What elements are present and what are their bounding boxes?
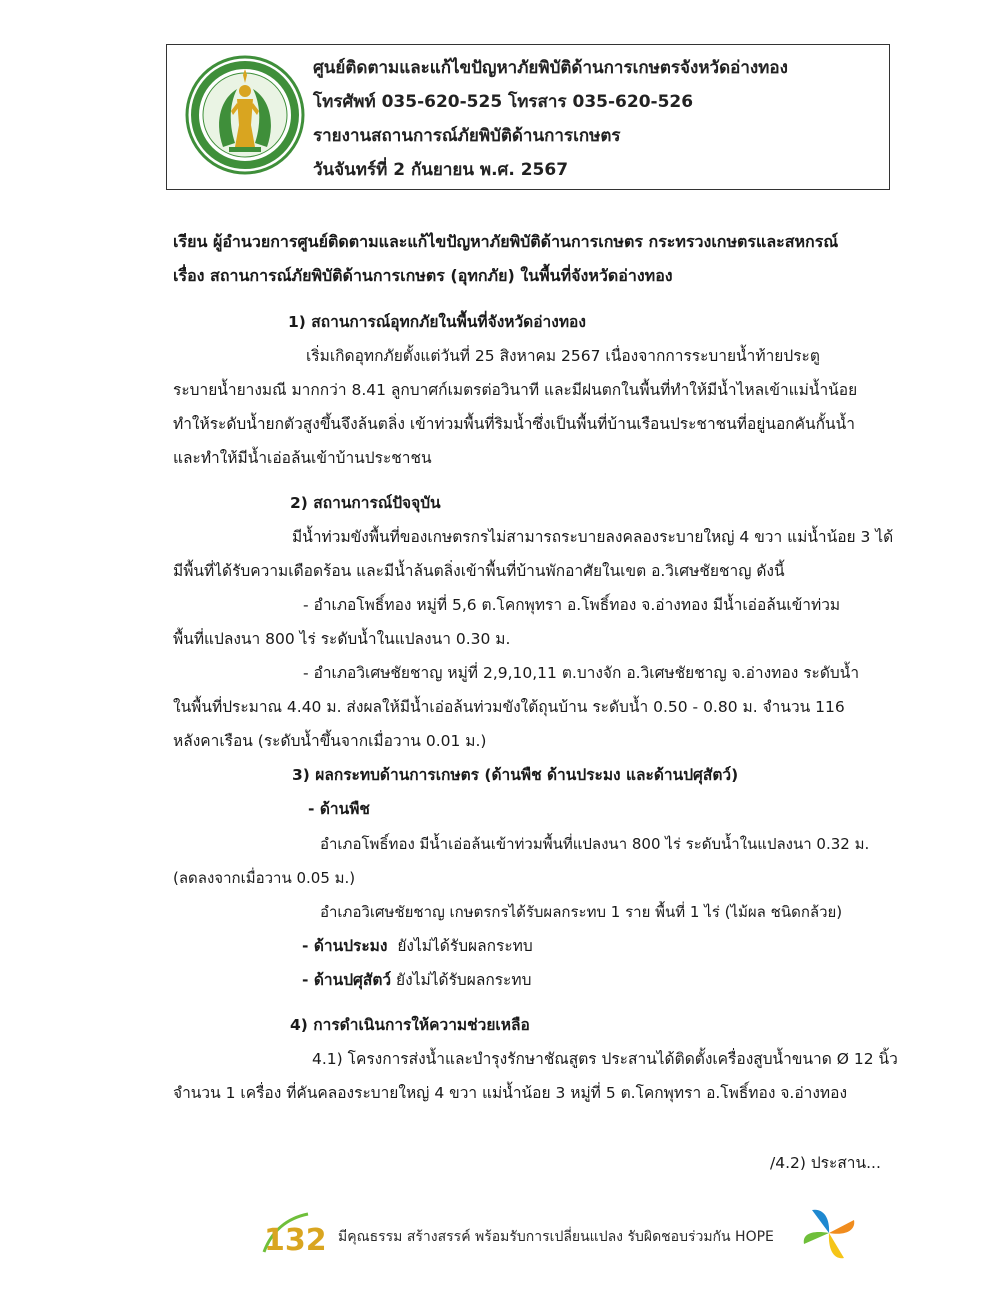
livestock-row <box>302 969 531 991</box>
continuation-marker: /4.2) ประสาน... <box>770 1154 881 1172</box>
header-date: วันจันทร์ที่ 2 กันยายน พ.ศ. 2567 <box>313 160 569 180</box>
anniversary-number: 132 <box>264 1223 327 1258</box>
section2-line: ในพื้นที่ประมาณ 4.40 ม. ส่งผลให้มีน้ำเอ่อล้นท่วมขังใต้ถุนบ้าน ระดับน้ำ 0.50 - 0.80 ม. จำนวน 116 <box>173 698 845 716</box>
header-report-title: รายงานสถานการณ์ภัยพิบัติด้านการเกษตร <box>313 126 621 146</box>
memo-to: เรียน ผู้อำนวยการศูนย์ติดตามและแก้ไขปัญหาภัยพิบัติด้านการเกษตร กระทรวงเกษตรและสหกรณ์ <box>173 232 839 251</box>
section4-line: 4.1) โครงการส่งน้ำและบำรุงรักษาชัณสูตร ประสานได้ติดตั้งเครื่องสูบน้ำขนาด Ø 12 นิ้ว <box>312 1050 898 1068</box>
section2-line: - อำเภอโพธิ์ทอง หมู่ที่ 5,6 ต.โคกพุทรา อ.โพธิ์ทอง จ.อ่างทอง มีน้ำเอ่อล้นเข้าท่วม <box>303 596 841 614</box>
crops-line: อำเภอวิเศษชัยชาญ เกษตรกรได้รับผลกระทบ 1 ราย พื้นที่ 1 ไร่ (ไม้ผล ชนิดกล้วย) <box>320 903 843 921</box>
section2-heading: 2) สถานการณ์ปัจจุบัน <box>290 494 441 512</box>
section2-line: มีพื้นที่ได้รับความเดือดร้อน และมีน้ำล้นตลิ่งเข้าพื้นที่บ้านพักอาศัยในเขต อ.วิเศษชัยชาญ ดังนี้ <box>173 562 785 580</box>
section2-line: - อำเภอวิเศษชัยชาญ หมู่ที่ 2,9,10,11 ต.บางจัก อ.วิเศษชัยชาญ จ.อ่างทอง ระดับน้ำ <box>303 664 860 682</box>
header-center-name: ศูนย์ติดตามและแก้ไขปัญหาภัยพิบัติด้านการเกษตรจังหวัดอ่างทอง <box>313 58 788 78</box>
section1-line: และทำให้มีน้ำเอ่อล้นเข้าบ้านประชาชน <box>173 449 432 467</box>
fishery-row <box>302 935 533 957</box>
section4-line: จำนวน 1 เครื่อง ที่คันคลองระบายใหญ่ 4 ขวา แม่น้ำน้อย 3 หมู่ที่ 5 ต.โคกพุทรา อ.โพธิ์ทอง จ.อ่างทอง <box>173 1084 848 1102</box>
crops-line: (ลดลงจากเมื่อวาน 0.05 ม.) <box>173 869 356 887</box>
section1-line: ทำให้ระดับน้ำยกตัวสูงขึ้นจึงล้นตลิ่ง เข้าท่วมพื้นที่ริมน้ำซึ่งเป็นพื้นที่บ้านเรือนประชาชนที่อยู่นอกคันกั้นน้ำ <box>173 415 855 433</box>
crops-line: อำเภอโพธิ์ทอง มีน้ำเอ่อล้นเข้าท่วมพื้นที่แปลงนา 800 ไร่ ระดับน้ำในแปลงนา 0.32 ม. <box>320 835 870 853</box>
crops-label: - ด้านพืช <box>308 800 370 818</box>
section1-line: เริ่มเกิดอุทกภัยตั้งแต่วันที่ 25 สิงหาคม 2567 เนื่องจากการระบายน้ำท้ายประตู <box>306 347 820 365</box>
section1-heading: 1) สถานการณ์อุทกภัยในพื้นที่จังหวัดอ่างทอง <box>288 313 586 331</box>
hope-pinwheel-icon <box>800 1204 858 1262</box>
section4-heading: 4) การดำเนินการให้ความช่วยเหลือ <box>290 1016 530 1034</box>
header-box <box>166 44 890 190</box>
section2-line: มีน้ำท่วมขังพื้นที่ของเกษตรกรไม่สามารถระบายลงคลองระบายใหญ่ 4 ขวา แม่น้ำน้อย 3 ได้ <box>292 528 894 546</box>
fishery-status: ยังไม่ได้รับผลกระทบ <box>397 937 533 955</box>
footer <box>258 1198 858 1274</box>
section3-heading: 3) ผลกระทบด้านการเกษตร (ด้านพืช ด้านประมง และด้านปศุสัตว์) <box>292 766 739 784</box>
header-contact: โทรศัพท์ 035-620-525 โทรสาร 035-620-526 <box>313 92 694 112</box>
anniversary-logo <box>258 1200 328 1270</box>
footer-slogan: มีคุณธรรม สร้างสรรค์ พร้อมรับการเปลี่ยนแปลง รับผิดชอบร่วมกัน HOPE <box>338 1229 774 1245</box>
memo-subject: เรื่อง สถานการณ์ภัยพิบัติด้านการเกษตร (อุทกภัย) ในพื้นที่จังหวัดอ่างทอง <box>173 266 673 285</box>
fishery-label: - ด้านประมง <box>302 937 388 955</box>
livestock-label: - ด้านปศุสัตว์ <box>302 971 392 989</box>
ministry-seal-logo <box>185 55 305 175</box>
section2-line: หลังคาเรือน (ระดับน้ำขึ้นจากเมื่อวาน 0.01 ม.) <box>173 732 487 750</box>
livestock-status: ยังไม่ได้รับผลกระทบ <box>396 971 532 989</box>
section1-line: ระบายน้ำยางมณี มากกว่า 8.41 ลูกบาศก์เมตรต่อวินาที และมีฝนตกในพื้นที่ทำให้มีน้ำไหลเข้าแม่น้ำน้อย <box>173 381 858 399</box>
section2-line: พื้นที่แปลงนา 800 ไร่ ระดับน้ำในแปลงนา 0.30 ม. <box>173 630 511 648</box>
